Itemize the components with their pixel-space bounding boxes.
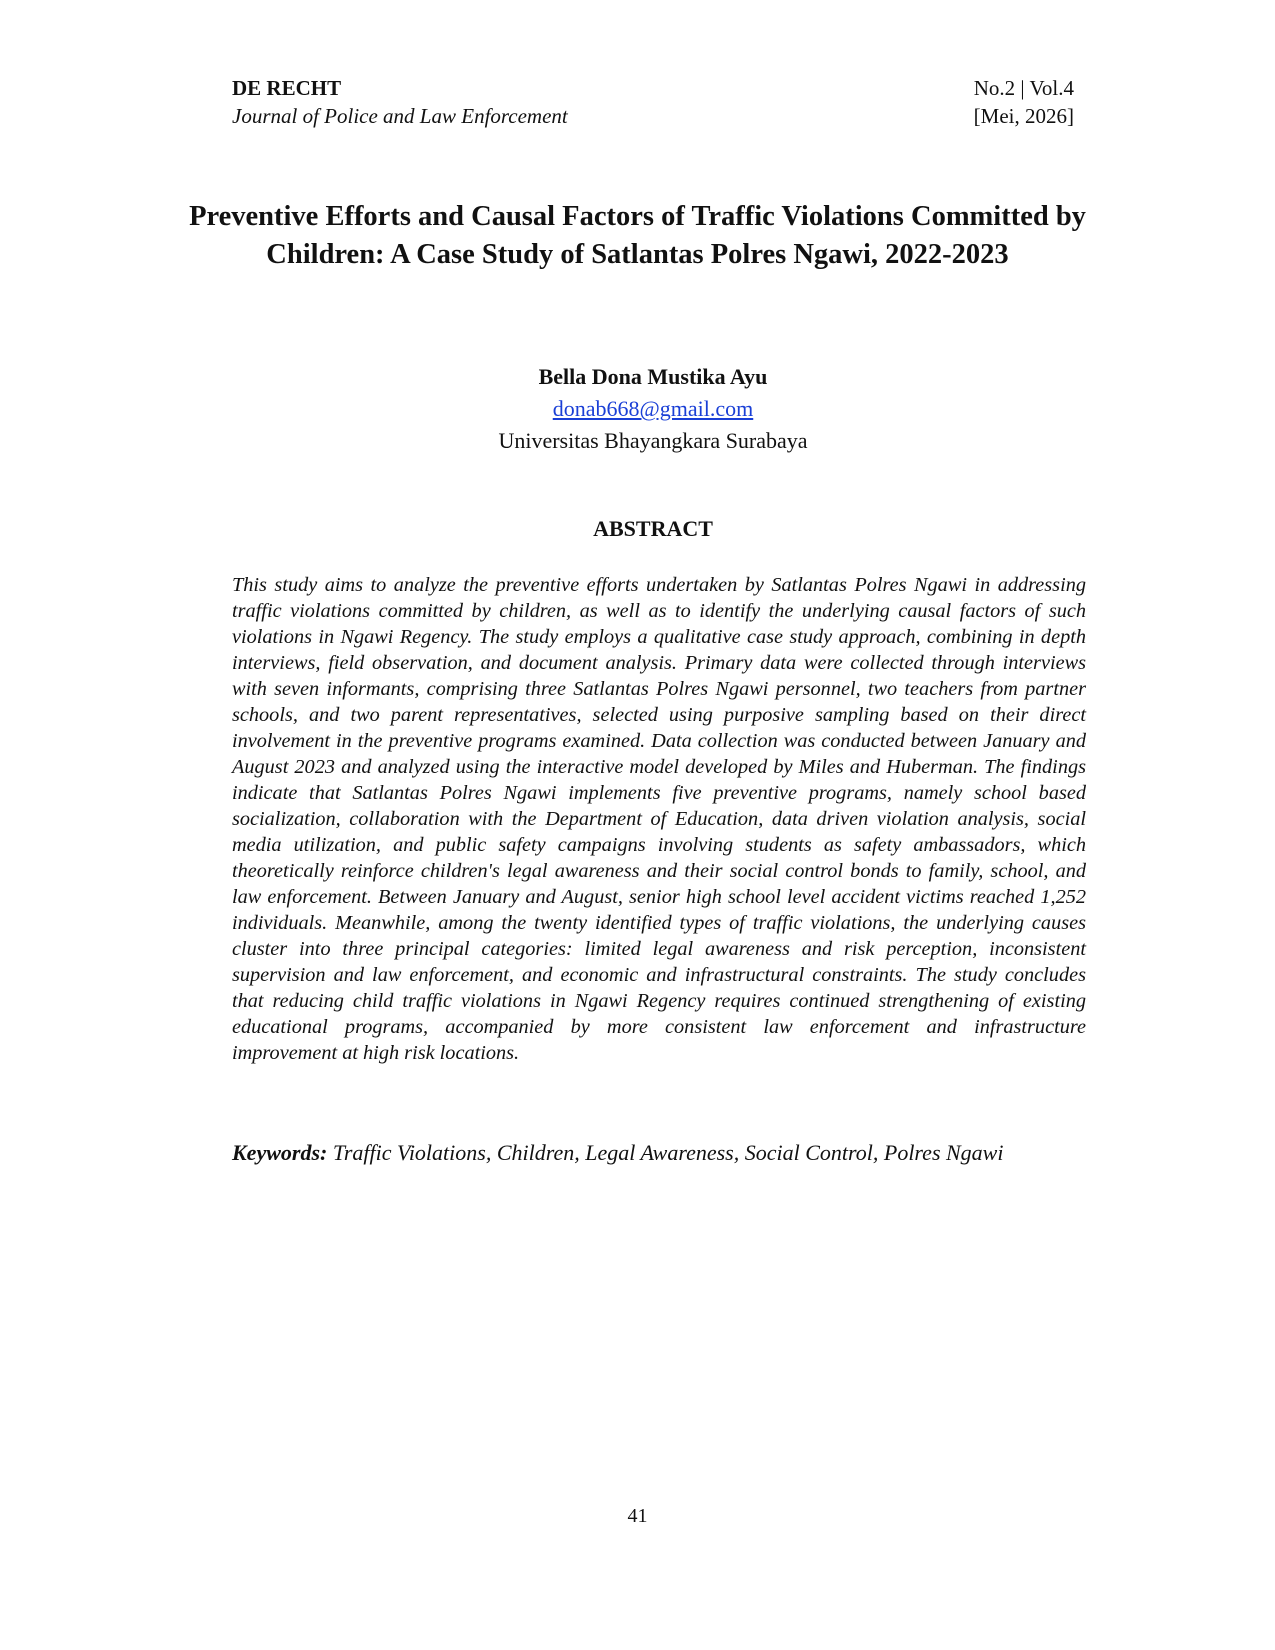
journal-subtitle: Journal of Police and Law Enforcement: [232, 104, 568, 128]
author-email-link[interactable]: donab668@gmail.com: [552, 396, 754, 421]
paper-title: Preventive Efforts and Causal Factors of Traffic Violations Committed by Children: A Case Study of Satlantas Polres Ngawi, 2022-2023: [189, 201, 1086, 270]
keywords-list: Traffic Violations, Children, Legal Awareness, Social Control, Polres Ngawi: [332, 1140, 1004, 1165]
author-block: [232, 361, 1074, 457]
abstract-text: This study aims to analyze the preventive efforts undertaken by Satlantas Polres Ngawi in addressing traffic violations committed by children, as well as to identify the underlying causal factors of such violations in Ngawi Regency. The study employs a qualitative case study approach, combining in depth interviews, field observation, and document analysis. Primary data were collected through interviews with seven informants, comprising three Satlantas Polres Ngawi personnel, two teachers from partner schools, and two parent representatives, selected using purposive sampling based on their direct involvement in the preventive programs examined. Data collection was conducted between January and August 2023 and analyzed using the interactive model developed by Miles and Huberman. The findings indicate that Satlantas Polres Ngawi implements five preventive programs, namely school based socialization, collaboration with the Department of Education, data driven violation analysis, social media utilization, and public safety campaigns involving students as safety ambassadors, which theoretically reinforce children's legal awareness and their social control bonds to family, school, and law enforcement. Between January and August, senior high school level accident victims reached 1,252 individuals. Meanwhile, among the twenty identified types of traffic violations, the underlying causes cluster into three principal categories: limited legal awareness and risk perception, inconsistent supervision and law enforcement, and economic and infrastructural constraints. The study concludes that reducing child traffic violations in Ngawi Regency requires continued strengthening of existing educational programs, accompanied by more consistent law enforcement and infrastructure improvement at high risk locations.: [232, 574, 1086, 1064]
header-row-bottom: [232, 102, 1074, 130]
journal-name: DE RECHT: [232, 76, 342, 100]
header-row-top: [232, 74, 1074, 102]
abstract-heading: ABSTRACT: [593, 516, 713, 541]
running-header: [232, 74, 1074, 130]
page-number: 41: [627, 1505, 648, 1527]
keywords-label: Keywords:: [232, 1140, 328, 1165]
author-name: Bella Dona Mustika Ayu: [538, 364, 768, 389]
issue-volume: No.2 | Vol.4: [973, 76, 1074, 100]
author-affiliation: Universitas Bhayangkara Surabaya: [498, 428, 808, 453]
issue-date: [Mei, 2026]: [973, 104, 1074, 128]
keywords: [232, 1137, 1086, 1168]
